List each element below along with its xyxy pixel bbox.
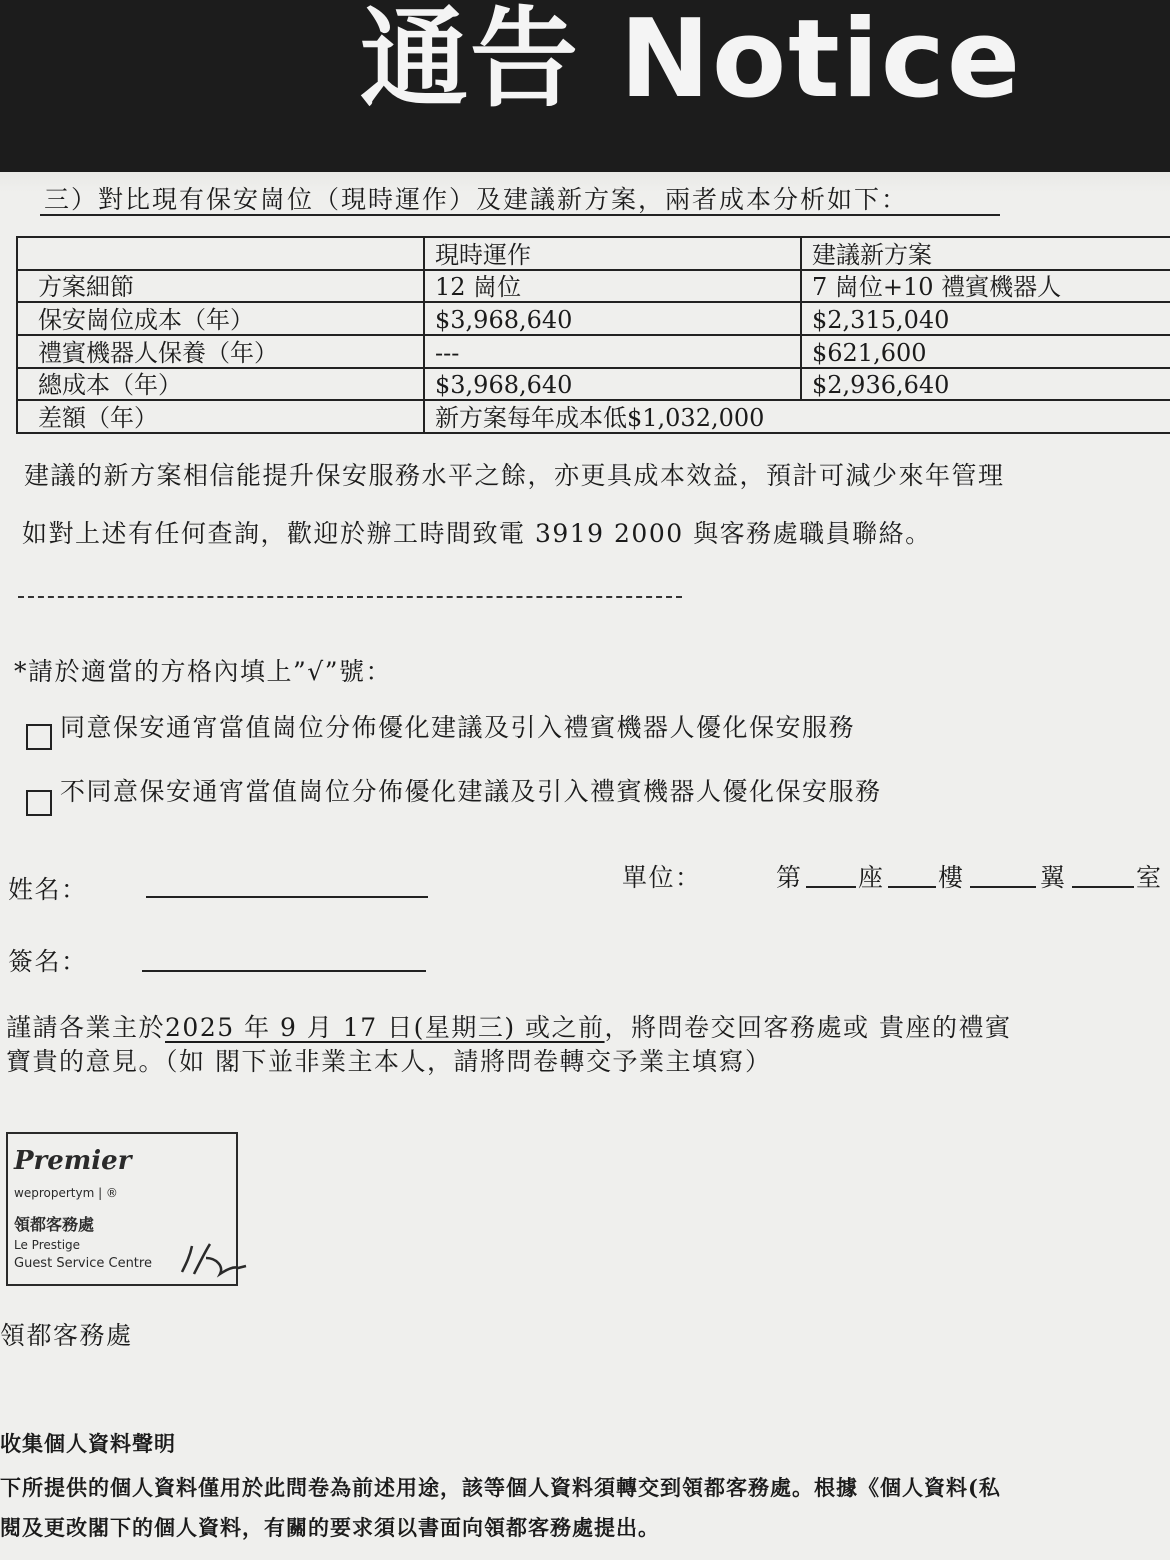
unit-suffix-label: 室: [1136, 863, 1163, 892]
disagree-option-label: 不同意保安通宵當值崗位分佈優化建議及引入禮賓機器人優化保安服務: [60, 777, 882, 806]
table-cell: [17, 237, 424, 270]
signature-label: 簽名：: [8, 947, 88, 976]
cost-comparison-table: [16, 236, 1170, 434]
stamp-english-line2: Guest Service Centre: [14, 1256, 152, 1271]
table-cell: 12 崗位: [424, 270, 801, 303]
deadline-line1: [6, 1008, 1012, 1044]
deadline-line2: 寶貴的意見。（如 閣下並非業主本人，請將問卷轉交予業主填寫）: [6, 1047, 772, 1076]
table-row-label: 保安崗位成本（年）: [17, 302, 424, 335]
notice-title: 通告 Notice: [360, 0, 1023, 122]
stamp-brand: Premier: [14, 1146, 132, 1176]
unit-wing-field[interactable]: [970, 886, 1036, 888]
deadline-date: 2025 年 9 月 17 日(星期三) 或之前: [165, 1013, 605, 1042]
agree-option-label: 同意保安通宵當值崗位分佈優化建議及引入禮賓機器人優化保安服務: [60, 713, 856, 742]
section-heading: 三）對比現有保安崗位（現時運作）及建議新方案，兩者成本分析如下：: [44, 185, 909, 214]
privacy-title: 收集個人資料聲明: [0, 1431, 176, 1456]
table-cell: $3,968,640: [424, 302, 801, 335]
stamp-chinese-name: 領都客務處: [14, 1215, 95, 1234]
table-header-proposed: 建議新方案: [801, 237, 1170, 270]
table-header-row: [17, 237, 1170, 270]
unit-room-field[interactable]: [1072, 886, 1134, 888]
table-cell: $2,315,040: [801, 302, 1170, 335]
table-cell: $2,936,640: [801, 368, 1170, 401]
table-row-label: 方案細節: [17, 270, 424, 303]
name-field[interactable]: [146, 896, 428, 898]
issuer-name: 領都客務處: [0, 1321, 133, 1350]
name-label: 姓名：: [8, 875, 88, 904]
table-row: [17, 302, 1170, 335]
table-row-label: 差額（年）: [17, 400, 424, 433]
unit-floor-label: 座: [858, 863, 885, 892]
table-row: [17, 270, 1170, 303]
table-cell-difference: 新方案每年成本低$1,032,000: [424, 400, 1170, 433]
agree-checkbox[interactable]: [26, 724, 52, 750]
unit-wing-label: 樓: [938, 863, 965, 892]
table-cell: $621,600: [801, 335, 1170, 368]
table-row: [17, 335, 1170, 368]
unit-block-field[interactable]: [806, 886, 856, 888]
table-cell: 7 崗位+10 禮賓機器人: [801, 270, 1170, 303]
stamp-english-line1: Le Prestige: [14, 1238, 81, 1252]
enquiry-paragraph: 如對上述有任何查詢，歡迎於辦工時間致電 3919 2000 與客務處職員聯絡。: [22, 519, 932, 548]
stamp-tagline: wepropertym | ®: [14, 1186, 118, 1200]
table-row-label: 禮賓機器人保養（年）: [17, 335, 424, 368]
unit-block-label: 第: [776, 863, 803, 892]
divider-dashed: [18, 596, 682, 598]
deadline-suffix: ，將問卷交回客務處或 貴座的禮賓: [604, 1013, 1012, 1042]
notice-banner: [0, 0, 1170, 178]
signature-field[interactable]: [142, 970, 426, 972]
unit-floor-field[interactable]: [888, 886, 936, 888]
disagree-checkbox[interactable]: [26, 790, 52, 816]
table-row-label: 總成本（年）: [17, 368, 424, 401]
heading-underline: [40, 214, 1000, 216]
unit-label: 單位：: [622, 863, 702, 892]
table-cell: ---: [424, 335, 801, 368]
handwritten-signature: [176, 1236, 250, 1286]
form-instruction: *請於適當的方格內填上”√”號：: [14, 657, 392, 686]
table-cell: $3,968,640: [424, 368, 801, 401]
unit-room-label: 翼: [1040, 863, 1067, 892]
table-row: [17, 368, 1170, 401]
table-row: [17, 400, 1170, 433]
privacy-line2: 閱及更改閣下的個人資料，有關的要求須以書面向領都客務處提出。: [0, 1515, 660, 1540]
privacy-line1: 下所提供的個人資料僅用於此問卷為前述用途，該等個人資料須轉交到領都客務處。根據《個人資料(私: [0, 1475, 1001, 1500]
table-header-current: 現時運作: [424, 237, 801, 270]
benefit-paragraph: 建議的新方案相信能提升保安服務水平之餘，亦更具成本效益，預計可減少來年管理: [24, 461, 1005, 490]
deadline-prefix: 謹請各業主於: [6, 1013, 166, 1042]
